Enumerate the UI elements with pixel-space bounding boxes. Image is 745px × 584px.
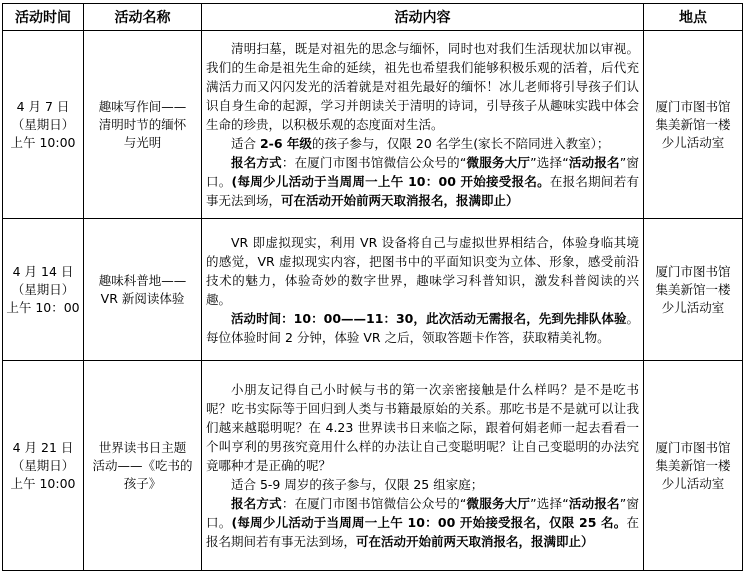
activity-name-line: 清明时节的缅怀	[98, 116, 187, 132]
activity-name-cell	[84, 361, 202, 571]
place-line: 少儿活动室	[661, 299, 725, 315]
place-line: 少儿活动室	[661, 475, 725, 491]
activity-name-cell	[84, 219, 202, 361]
activity-content-cell	[202, 31, 644, 219]
activity-registration: 报名方式：在厦门市图书馆微信公众号的“微服务大厅”选择“活动报名”窗口。(每周少儿活动于当周周一上午 10：00 开始接受报名，仅限 25 名。在报名期间若有事无法到场，可在活动开始前两天取消报名，报满即止）	[206, 496, 639, 549]
header-content: 活动内容	[202, 4, 644, 31]
activity-place-cell	[644, 31, 743, 219]
activity-name-line: 趣味科普地——	[98, 272, 187, 288]
place-line: 厦门市图书馆	[655, 98, 731, 114]
activity-intro: 清明扫墓，既是对祖先的思念与缅怀，同时也对我们生活现状加以审视。我们的生命是祖先生命的延续，祖先也希望我们能够积极乐观的活着，后代充满活力而又闪闪发光的活着就是对祖先最好的缅怀！冰儿老师将引导孩子们认识自身生命的起源，学习并朗读关于清明的诗词，引导孩子从趣味实践中体会生命的珍贵，以积极乐观的态度面对生活。	[206, 41, 639, 132]
header-row	[3, 4, 743, 31]
header-name: 活动名称	[84, 4, 202, 31]
activity-note: 活动时间：10：00——11：30，此次活动无需报名，先到先排队体验。每位体验时间 2 分钟，体验 VR 之后，领取答题卡作答，获取精美礼物。	[206, 310, 639, 345]
activity-time-cell	[3, 31, 84, 219]
activity-date: 4 月 14 日	[12, 263, 74, 279]
table-row	[3, 361, 743, 571]
activity-name-line: VR 新阅读体验	[100, 290, 185, 306]
activity-clock: 上午 10:00	[10, 134, 76, 150]
activity-clock: 上午 10:00	[10, 475, 76, 491]
activity-weekday: （星期日）	[11, 116, 75, 132]
activity-date: 4 月 7 日	[16, 98, 70, 114]
place-line: 厦门市图书馆	[655, 439, 731, 455]
activity-time-cell	[3, 219, 84, 361]
activity-content-cell	[202, 219, 644, 361]
activity-name-line: 与光明	[123, 134, 162, 150]
activity-content-cell	[202, 361, 644, 571]
activity-table	[2, 3, 743, 571]
table-row	[3, 31, 743, 219]
header-place: 地点	[644, 4, 743, 31]
place-line: 集美新馆一楼	[655, 457, 731, 473]
activity-name-cell	[84, 31, 202, 219]
place-line: 集美新馆一楼	[655, 281, 731, 297]
place-line: 集美新馆一楼	[655, 116, 731, 132]
activity-audience: 适合 5-9 周岁的孩子参与，仅限 25 组家庭；	[231, 477, 484, 492]
activity-place-cell	[644, 361, 743, 571]
activity-name-line: 活动——《吃书的	[92, 457, 193, 473]
activity-place-cell	[644, 219, 743, 361]
activity-intro: 小朋友记得自己小时候与书的第一次亲密接触是什么样吗？是不是吃书呢？吃书实际等于回归到人类与书籍最原始的关系。那吃书是不是就可以让我们越来越聪明呢？在 4.23 世界读书日来临之际，跟着何娟老师一起去看看一个叫亨利的男孩究竟用什么样的办法让自己变聪明呢？让自己变聪明的办法究竟哪种才是正确的呢？	[206, 382, 639, 473]
activity-time-cell	[3, 361, 84, 571]
activity-date: 4 月 21 日	[12, 439, 74, 455]
activity-name-line: 孩子》	[123, 475, 162, 491]
table-row	[3, 219, 743, 361]
activity-registration: 报名方式：在厦门市图书馆微信公众号的“微服务大厅”选择“活动报名”窗口。(每周少儿活动于当周周一上午 10：00 开始接受报名。在报名期间若有事无法到场，可在活动开始前两天取消报名，报满即止）	[206, 155, 639, 208]
activity-name-line: 趣味写作间——	[98, 98, 187, 114]
activity-intro: VR 即虚拟现实，利用 VR 设备将自己与虚拟世界相结合，体验身临其境的感觉，VR 虚拟现实内容，把图书中的平面知识变为立体、形象，感受前沿技术的魅力，体验奇妙的数字世界，趣味学习科普知识，激发科普阅读的兴趣。	[206, 234, 639, 307]
activity-weekday: （星期日）	[11, 281, 75, 297]
activity-audience: 适合 2-6 年级的孩子参与，仅限 20 名学生(家长不陪同进入教室）；	[231, 136, 610, 151]
activity-weekday: （星期日）	[11, 457, 75, 473]
activity-name-line: 世界读书日主题	[98, 439, 187, 455]
header-time: 活动时间	[3, 4, 84, 31]
place-line: 厦门市图书馆	[655, 263, 731, 279]
activity-clock: 上午 10：00	[6, 299, 80, 315]
place-line: 少儿活动室	[661, 134, 725, 150]
